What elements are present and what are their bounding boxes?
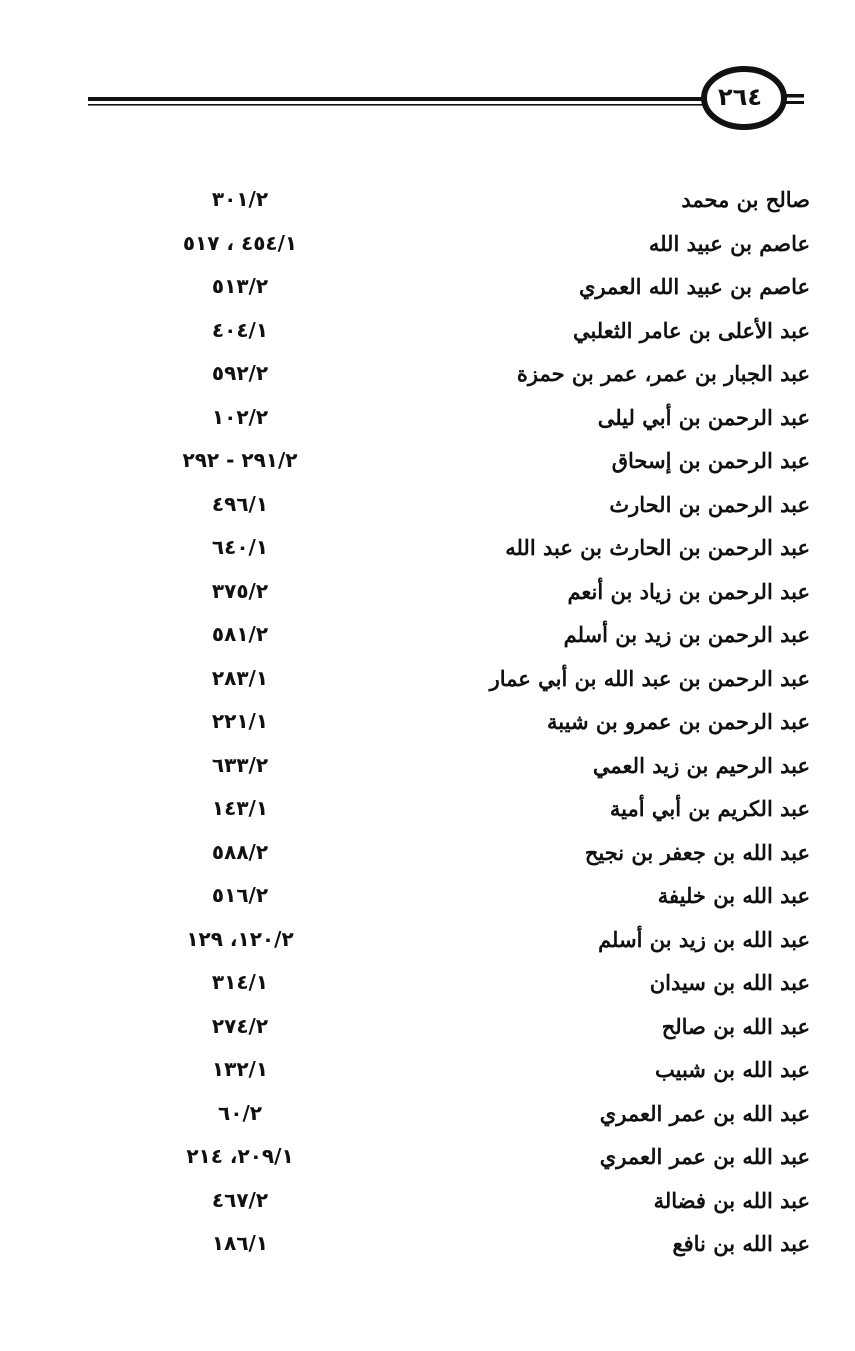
index-row [150,744,810,788]
entry-name: عبد الله بن صالح [661,1013,810,1039]
entry-name: عبد الله بن عمر العمري [599,1100,810,1126]
entry-page-reference: ٦٣٣/٢ [211,752,269,777]
index-row [150,396,810,440]
index-row [150,657,810,701]
entry-page-reference: ٥٨١/٢ [211,622,269,646]
index-row [150,787,810,831]
entry-name: عبد الرحمن بن أبي ليلى [597,404,810,430]
entry-name: عبد الجبار بن عمر، عمر بن حمزة [516,361,810,386]
entry-name: عبد الأعلى بن عامر الثعلبي [572,317,810,343]
entry-page-reference: ١٨٦/١ [211,1231,269,1255]
index-list [150,178,810,1266]
entry-page-reference: ٢٩١/٢ - ٢٩٢ [182,448,298,472]
entry-name: عبد الرحمن بن عمرو بن شيبة [547,709,810,734]
entry-name: عبد الله بن سيدان [649,970,810,995]
index-row [150,265,810,309]
entry-page-reference: ٢٠٩/١، ٢١٤ [186,1144,294,1168]
entry-page-reference: ٣١٤/١ [211,970,269,994]
entry-page-reference: ٤٥٤/١ ، ٥١٧ [182,230,298,255]
entry-page-reference: ٢٨٣/١ [211,665,269,690]
page-number: ٢٦٤ [718,83,762,111]
entry-name: عبد الكريم بن أبي أمية [609,796,810,821]
index-row [150,483,810,527]
entry-name: عبد الرحمن بن زيد بن أسلم [563,622,810,647]
entry-page-reference: ٢٢١/١ [211,709,269,733]
index-row [150,526,810,570]
index-row [150,178,810,222]
entry-name: عبد الله بن زيد بن أسلم [598,926,810,952]
entry-page-reference: ٤٦٧/٢ [211,1187,269,1212]
entry-page-reference: ١٣٢/١ [211,1057,269,1081]
index-row [150,1048,810,1092]
index-row [150,918,810,962]
entry-name: عبد الله بن جعفر بن نجيح [584,839,810,865]
entry-name: عبد الله بن شبيب [655,1057,810,1082]
entry-page-reference: ٦٠/٢ [218,1100,262,1125]
entry-page-reference: ٣٧٥/٢ [211,578,269,603]
index-row [150,700,810,744]
entry-page-reference: ١٤٣/١ [211,796,269,820]
index-row [150,222,810,266]
entry-page-reference: ١٠٢/٢ [211,404,269,429]
entry-name: عاصم بن عبيد الله العمري [578,274,810,299]
entry-page-reference: ٥٩٢/٢ [211,361,269,385]
index-row [150,309,810,353]
index-row [150,1092,810,1136]
entry-page-reference: ٣٠١/٢ [211,187,269,211]
index-row [150,439,810,483]
entry-page-reference: ٥٨٨/٢ [211,839,269,864]
index-row [150,961,810,1005]
index-row [150,352,810,396]
page-header [0,0,855,140]
entry-name: عبد الله بن فضالة [653,1187,810,1213]
index-row [150,1135,810,1179]
index-row [150,570,810,614]
index-row [150,831,810,875]
index-row [150,1179,810,1223]
index-row [150,1005,810,1049]
entry-name: عاصم بن عبيد الله [648,230,810,256]
entry-name: عبد الرحمن بن عبد الله بن أبي عمار [489,665,810,691]
index-row [150,874,810,918]
entry-page-reference: ٤٠٤/١ [211,317,269,342]
entry-name: عبد الرحمن بن إسحاق [611,448,810,473]
entry-name: عبد الرحمن بن الحارث بن عبد الله [505,535,810,560]
entry-name: صالح بن محمد [681,187,810,212]
index-row [150,1222,810,1266]
entry-name: عبد الله بن خليفة [657,883,810,908]
entry-name: عبد الرحمن بن الحارث [609,491,810,517]
entry-page-reference: ٢٧٤/٢ [211,1013,269,1038]
entry-page-reference: ١٢٠/٢، ١٢٩ [186,926,294,951]
entry-page-reference: ٤٩٦/١ [211,491,269,516]
index-row [150,613,810,657]
entry-name: عبد الرحيم بن زيد العمي [592,752,810,778]
entry-page-reference: ٦٤٠/١ [211,535,269,559]
entry-name: عبد الله بن نافع [672,1231,810,1256]
entry-page-reference: ٥١٦/٢ [211,883,269,907]
entry-page-reference: ٥١٣/٢ [211,274,269,298]
entry-name: عبد الله بن عمر العمري [599,1144,810,1169]
entry-name: عبد الرحمن بن زياد بن أنعم [567,578,810,604]
